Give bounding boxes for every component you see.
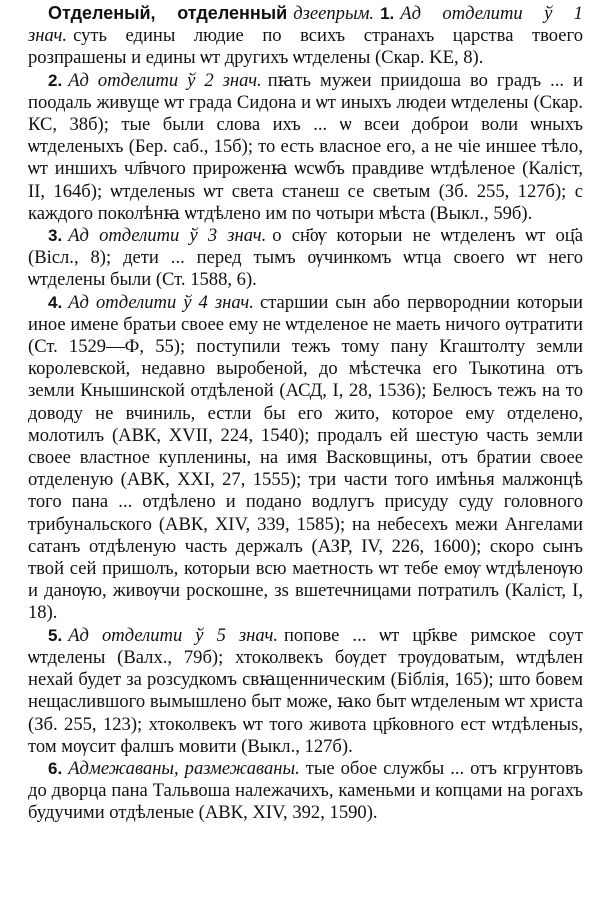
sense-text: суть едины людие по всихъ странахъ царства твоего розпрашены и едины ѡт другихъ ѡтделены (Скар. KE, 8). bbox=[28, 25, 583, 69]
headword: Отделеный, отделенный bbox=[48, 3, 288, 23]
sense-text: тые обое службы ... отъ кгрунтовъ до дворца пана Тальвоша належачихъ, каменьми и копцами на рогахъ будучими отдѣленые (АВК, XIV, 392, 1590). bbox=[28, 757, 584, 824]
sense-label: Ад отделити ў 5 знач. bbox=[68, 624, 278, 646]
sense-label: Ад отделити ў 3 знач. bbox=[68, 225, 267, 247]
sense-text: пꙗть мужеи приидоша во градъ ... и поодаль живуще ѡт града Сидона и ѡт иныхъ людеи ѡтделены (Скар. КС, 38б); тые были слова ихъ ... ѡ всеи доброи воли ѡныхъ ѡтделеныхъ (Бер. саб., 15б); то есть власное его, а не чіе иншее тѣло, ѡт иншихъ чл҃вчого прироженꙗ ѡсѡбъ правдиве ѡтдѣленое (Каліст, II, 164б); ѡтделеныѕ ѡт света станеш се светым (Зб. 255, 127б); с каждого поколѣнꙗ ѡтдѣлено им по чотыри мѣста (Выкл., 59б). bbox=[28, 69, 584, 224]
sense-label: Ад отделити ў 4 знач. bbox=[68, 291, 254, 313]
sense-3 bbox=[28, 225, 583, 292]
sense-label: Ад отделити ў 1 знач. bbox=[28, 3, 583, 47]
sense-number: 1. bbox=[380, 4, 395, 23]
sense-text: старшии сын або первороднии которыи иное имене братьи своее ему не ѡтделеное не маеть ничого ѹтратити (Ст. 1529—Ф, 55); поступили тежъ тому пану Кгаштолту земли королевской, недавно выробеной, до мѣстечка его Тыкотина отъ земли Кнышинской отдѣленой (АСД, I, 28, 1536); Белюсъ тежъ на то доводу не вчиниль, естли бы его жито, которое ему отделено, молотилъ (АВК, XVII, 224, 1540); продалъ ей шестую часть земли своее властное купленины, на имя Васковщины, отъ братии своее отделеную (АВК, XXI, 27, 1555); три части того имѣнья малжонцѣ того пана ... отдѣлено и подано водлугъ присуду суду головного трибунальского (АВК, XIV, 339, 1585); на небесехъ межи Ангелами сатанъ отдѣленую часть держалъ (АЗР, IV, 226, 1600); скоро сынъ твой сей пришолъ, которыи всю маетность ѡт тебе емѹ ѡтдѣленѹю и данѹю, живѹчи роскошне, зѕ вшетечницами потратилъ (Каліст, I, 18). bbox=[28, 291, 583, 624]
sense-4 bbox=[28, 292, 583, 625]
sense-text: попове ... ѡт цр҃кве римское соут ѡтделены (Валх., 79б); хтоколвекъ бѹдет трѹдоватым, ѡтдѣлен нехай будет за розсудкомъ свꙗщенническим (Біблія, 165); што бовем нещаслившого вымышлено быт може, ꙗко быт ѡтделеным ѡт христа (Зб. 255, 123); хтоколвекъ ѡт того живота цр҃ковного ест ѡтдѣленыѕ, том мѹсит фалшъ мовити (Выкл., 127б). bbox=[28, 624, 584, 757]
part-of-speech: дзеепрым. bbox=[293, 3, 375, 24]
entry-sense-1 bbox=[28, 2, 583, 70]
sense-6 bbox=[28, 758, 583, 825]
sense-label: Ад отделити ў 2 знач. bbox=[68, 69, 262, 91]
sense-number: 5. bbox=[48, 625, 63, 645]
sense-number: 2. bbox=[48, 70, 63, 90]
sense-text: о сн҃ѹ которыи не ѡтделенъ ѡт оц҃а (Віcл., 8); дети ... перед тымъ ѹчинкомъ ѡтца своего ѡт него ѡтделены были (Ст. 1588, 6). bbox=[28, 225, 583, 291]
sense-5 bbox=[28, 625, 583, 758]
sense-label: Адмежаваны, размежаваны. bbox=[68, 757, 300, 779]
sense-number: 6. bbox=[48, 758, 63, 778]
sense-number: 4. bbox=[48, 292, 63, 312]
sense-2 bbox=[28, 70, 583, 225]
sense-number: 3. bbox=[48, 226, 63, 246]
